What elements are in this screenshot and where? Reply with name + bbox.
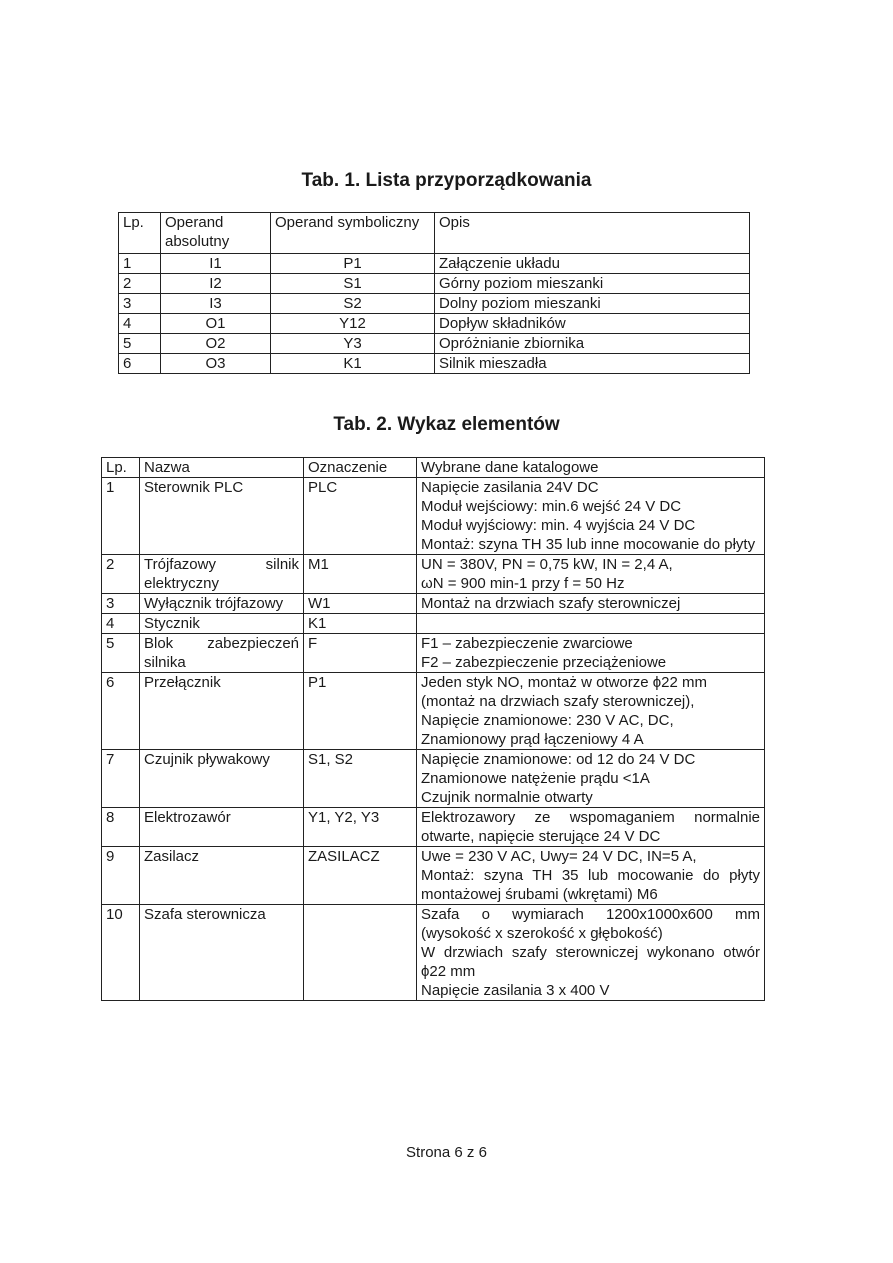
table-cell: Sterownik PLC: [140, 478, 304, 555]
table-cell: Silnik mieszadła: [435, 354, 750, 374]
table-row: [102, 594, 765, 614]
table-cell: 4: [102, 614, 140, 634]
table-row: [119, 254, 750, 274]
catalog-line: Montaż na drzwiach szafy sterowniczej: [421, 595, 681, 612]
table-row: [102, 478, 765, 555]
assignment-table: [118, 212, 750, 374]
catalog-line: Jeden styk NO, montaż w otworze ϕ22 mm: [421, 674, 707, 691]
catalog-line: Napięcie znamionowe: od 12 do 24 V DC: [421, 751, 696, 768]
table-row: [102, 673, 765, 750]
header-cell: Opis: [435, 213, 750, 254]
table-cell: Szafa sterownicza: [140, 905, 304, 1001]
table-cell: Dolny poziom mieszanki: [435, 294, 750, 314]
table-cell: F: [304, 634, 417, 673]
table-cell: Zasilacz: [140, 847, 304, 905]
table-cell: Y1, Y2, Y3: [304, 808, 417, 847]
table-row: [119, 274, 750, 294]
table-cell: I3: [161, 294, 271, 314]
catalog-data-cell: [417, 750, 765, 808]
table-cell: K1: [271, 354, 435, 374]
table-cell: P1: [304, 673, 417, 750]
header-cell: Operand absolutny: [161, 213, 271, 254]
table-cell: 1: [102, 478, 140, 555]
catalog-line: (montaż na drzwiach szafy sterowniczej),: [421, 693, 695, 710]
header-cell: Oznaczenie: [304, 458, 417, 478]
header-cell: Operand symboliczny: [271, 213, 435, 254]
catalog-line: Elektrozawory ze wspomaganiem normalnie otwarte, napięcie sterujące 24 V DC: [421, 809, 760, 845]
table1-title: Tab. 1. Lista przyporządkowania: [301, 170, 592, 191]
table-cell: Opróżnianie zbiornika: [435, 334, 750, 354]
catalog-data-cell: [417, 478, 765, 555]
header-cell: Wybrane dane katalogowe: [417, 458, 765, 478]
table-cell: 3: [102, 594, 140, 614]
table-row: [102, 555, 765, 594]
catalog-data-cell: [417, 555, 765, 594]
table-cell: 6: [102, 673, 140, 750]
catalog-line: ωN = 900 min-1 przy f = 50 Hz: [421, 575, 625, 592]
table2-title: Tab. 2. Wykaz elementów: [333, 414, 560, 435]
table-row: [119, 334, 750, 354]
table-cell: Trójfazowy silnik elektryczny: [140, 555, 304, 594]
table-row: [119, 354, 750, 374]
table-cell: 6: [119, 354, 161, 374]
table-row: [102, 614, 765, 634]
table-header-row: [102, 458, 765, 478]
table-header-row: [119, 213, 750, 254]
table-cell: Y12: [271, 314, 435, 334]
table-row: [119, 314, 750, 334]
catalog-line: F1 – zabezpieczenie zwarciowe: [421, 635, 633, 652]
table-row: [102, 847, 765, 905]
catalog-data-cell: [417, 594, 765, 614]
table-cell: Y3: [271, 334, 435, 354]
elements-table: [101, 457, 765, 1001]
table-cell: PLC: [304, 478, 417, 555]
table-row: [119, 294, 750, 314]
table-cell: Czujnik pływakowy: [140, 750, 304, 808]
page-number: Strona 6 z 6: [406, 1144, 487, 1161]
catalog-data-cell: [417, 847, 765, 905]
table-cell: S1, S2: [304, 750, 417, 808]
table-cell: S2: [271, 294, 435, 314]
table-cell: 10: [102, 905, 140, 1001]
table-cell: Wyłącznik trójfazowy: [140, 594, 304, 614]
table-cell: M1: [304, 555, 417, 594]
table-row: [102, 750, 765, 808]
catalog-line: Napięcie zasilania 3 x 400 V: [421, 982, 610, 999]
catalog-data-cell: [417, 673, 765, 750]
header-cell: Nazwa: [140, 458, 304, 478]
table-row: [102, 905, 765, 1001]
table-cell: O3: [161, 354, 271, 374]
catalog-data-cell: [417, 808, 765, 847]
table-cell: 8: [102, 808, 140, 847]
table-cell: O1: [161, 314, 271, 334]
catalog-line: UN = 380V, PN = 0,75 kW, IN = 2,4 A,: [421, 556, 673, 573]
table-cell: K1: [304, 614, 417, 634]
catalog-line: W drzwiach szafy sterowniczej wykonano otwór ϕ22 mm: [421, 944, 760, 980]
table-row: [102, 634, 765, 673]
catalog-data-cell: [417, 634, 765, 673]
table-cell: 2: [119, 274, 161, 294]
catalog-line: Moduł wejściowy: min.6 wejść 24 V DC: [421, 498, 682, 515]
table-cell: P1: [271, 254, 435, 274]
catalog-line: Znamionowy prąd łączeniowy 4 A: [421, 731, 644, 748]
catalog-line: Czujnik normalnie otwarty: [421, 789, 593, 806]
table-cell: Górny poziom mieszanki: [435, 274, 750, 294]
catalog-data-cell: [417, 905, 765, 1001]
catalog-line: Montaż: szyna TH 35 lub mocowanie do płyty montażowej śrubami (wkrętami) M6: [421, 867, 760, 903]
catalog-line: F2 – zabezpieczenie przeciążeniowe: [421, 654, 667, 671]
table-cell: 7: [102, 750, 140, 808]
table-cell: I2: [161, 274, 271, 294]
header-cell: Lp.: [119, 213, 161, 254]
table-cell: [304, 905, 417, 1001]
table-cell: 5: [119, 334, 161, 354]
header-cell: Lp.: [102, 458, 140, 478]
table-cell: 5: [102, 634, 140, 673]
table-cell: Stycznik: [140, 614, 304, 634]
catalog-line: Napięcie zasilania 24V DC: [421, 479, 599, 496]
catalog-line: Uwe = 230 V AC, Uwy= 24 V DC, IN=5 A,: [421, 848, 697, 865]
table-cell: Załączenie układu: [435, 254, 750, 274]
catalog-line: Napięcie znamionowe: 230 V AC, DC,: [421, 712, 674, 729]
catalog-line: Moduł wyjściowy: min. 4 wyjścia 24 V DC: [421, 517, 696, 534]
table-cell: S1: [271, 274, 435, 294]
table-cell: I1: [161, 254, 271, 274]
table-cell: O2: [161, 334, 271, 354]
table-cell: 4: [119, 314, 161, 334]
table-row: [102, 808, 765, 847]
table-cell: 1: [119, 254, 161, 274]
table-cell: Blok zabezpieczeń silnika: [140, 634, 304, 673]
table-cell: W1: [304, 594, 417, 614]
table-cell: Przełącznik: [140, 673, 304, 750]
catalog-line: Montaż: szyna TH 35 lub inne mocowanie do płyty: [421, 536, 756, 553]
table-cell: Dopływ składników: [435, 314, 750, 334]
catalog-line: Znamionowe natężenie prądu <1A: [421, 770, 650, 787]
table-cell: 3: [119, 294, 161, 314]
table-cell: 9: [102, 847, 140, 905]
catalog-data-cell: [417, 614, 765, 634]
catalog-line: Szafa o wymiarach 1200x1000x600 mm (wysokość x szerokość x głębokość): [421, 906, 760, 942]
table-cell: Elektrozawór: [140, 808, 304, 847]
table-cell: 2: [102, 555, 140, 594]
table-cell: ZASILACZ: [304, 847, 417, 905]
